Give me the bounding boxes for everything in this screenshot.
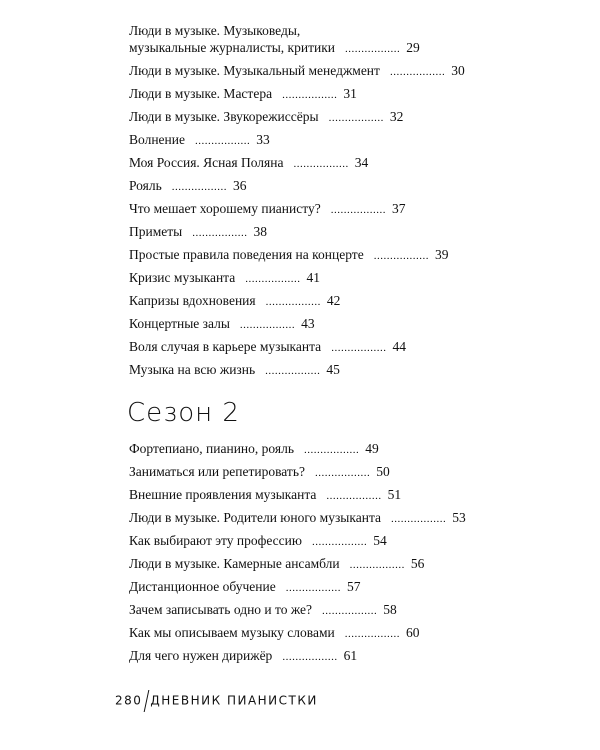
footer-divider — [144, 690, 150, 712]
toc-leader-dots: ................. — [349, 559, 405, 571]
toc-entry-title: Дистанционное обучение — [129, 579, 276, 594]
toc-leader-dots: ................. — [304, 444, 360, 456]
toc-leader-dots: ................. — [285, 582, 341, 594]
toc-page-number: 42 — [326, 293, 341, 308]
toc-entry[interactable] — [129, 247, 448, 264]
page-number: 280 — [115, 693, 143, 708]
toc-entry-title: Концертные залы — [129, 316, 230, 331]
toc-entry[interactable] — [129, 362, 340, 379]
toc-leader-dots: ................. — [245, 273, 301, 285]
toc-entry-title: Как выбирают эту профессию — [129, 533, 302, 548]
book-title: ДНЕВНИК ПИАНИСТКИ — [150, 693, 318, 708]
toc-leader-dots: ................. — [322, 605, 378, 617]
toc-leader-dots: ................. — [171, 181, 228, 193]
toc-page-number: 32 — [389, 109, 404, 124]
toc-page-number: 57 — [346, 579, 361, 594]
toc-page-number: 54 — [373, 533, 387, 548]
toc-page-number: 53 — [452, 510, 466, 525]
toc-entry-title: Воля случая в карьере музыканта — [129, 339, 322, 354]
toc-page-number: 58 — [383, 602, 397, 617]
toc-leader-dots: ................. — [239, 319, 296, 331]
toc-leader-dots: ................. — [344, 628, 400, 640]
toc-entry[interactable] — [129, 579, 360, 596]
toc-page-number: 51 — [387, 487, 402, 502]
toc-leader-dots: ................. — [265, 365, 321, 377]
toc-leader-dots: ................. — [330, 204, 386, 216]
toc-leader-dots: ................. — [373, 250, 429, 262]
toc-entry-line: Люди в музыке. Музыковеды, — [129, 23, 301, 38]
toc-entry-title: Капризы вдохновения — [129, 293, 256, 308]
toc-page-number: 56 — [410, 556, 425, 571]
toc-entry[interactable] — [129, 109, 403, 126]
toc-entry-title: Внешние проявления музыканта — [129, 487, 317, 502]
toc-entry-title: Как мы описываем музыку словами — [129, 625, 335, 640]
toc-page-number: 29 — [406, 40, 420, 55]
toc-entry-title: Кризис музыканта — [129, 270, 236, 285]
toc-entry-title: Зачем записывать одно и то же? — [129, 602, 313, 617]
toc-entry[interactable] — [129, 339, 406, 356]
toc-entry-title: Заниматься или репетировать? — [129, 464, 305, 479]
toc-leader-dots: ................. — [314, 467, 371, 479]
toc-entry-title: Люди в музыке. Родители юного музыканта — [129, 510, 381, 525]
toc-entry[interactable] — [129, 178, 247, 195]
toc-entry-title: Люди в музыке. Музыкальный менеджмент — [129, 63, 380, 78]
toc-entry[interactable] — [129, 487, 401, 504]
toc-entry-title: музыкальные журналисты, критики — [129, 40, 335, 55]
season2-heading: Сезон 2 — [127, 398, 240, 428]
toc-entry[interactable] — [129, 602, 397, 619]
toc-page-number: 31 — [343, 86, 357, 101]
toc-page-number: 30 — [451, 63, 465, 78]
toc-entry[interactable] — [129, 293, 340, 310]
toc-leader-dots: ................. — [326, 490, 382, 502]
toc-leader-dots: ................. — [311, 536, 368, 548]
toc-page-number: 44 — [392, 339, 406, 354]
toc-leader-dots: ................. — [328, 112, 384, 124]
toc-leader-dots: ................. — [345, 43, 401, 55]
toc-page-number: 34 — [354, 155, 369, 170]
toc-entry[interactable] — [129, 155, 368, 172]
toc-page-number: 43 — [301, 316, 315, 331]
toc-entry-title: Люди в музыке. Мастера — [129, 86, 273, 101]
toc-entry[interactable] — [129, 270, 320, 287]
toc-leader-dots: ................. — [293, 158, 349, 170]
toc-entry[interactable] — [129, 648, 357, 665]
toc-entry[interactable] — [129, 625, 419, 642]
toc-leader-dots: ................. — [391, 513, 447, 525]
toc-entry[interactable] — [129, 224, 267, 241]
toc-entry[interactable] — [129, 40, 420, 57]
toc-entry-title: Люди в музыке. Звукорежиссёры — [129, 109, 319, 124]
toc-page-number: 50 — [376, 464, 390, 479]
toc-entry-title: Для чего нужен дирижёр — [129, 648, 273, 663]
toc-entry-title: Рояль — [129, 178, 162, 193]
toc-entry[interactable] — [129, 63, 465, 80]
toc-page-number: 36 — [233, 178, 247, 193]
toc-leader-dots: ................. — [265, 296, 321, 308]
toc-page-number: 37 — [391, 201, 406, 216]
toc-entry[interactable] — [129, 556, 424, 573]
toc-page-number: 33 — [256, 132, 270, 147]
toc-entry[interactable] — [129, 132, 270, 149]
toc-leader-dots: ................. — [192, 227, 248, 239]
page-footer — [115, 690, 318, 712]
toc-leader-dots: ................. — [282, 651, 338, 663]
toc-page-number: 45 — [326, 362, 340, 377]
toc-entry-title: Моя Россия. Ясная Поляна — [129, 155, 284, 170]
toc-entry[interactable] — [129, 510, 466, 527]
toc-entry-title: Волнение — [129, 132, 185, 147]
toc-page-number: 41 — [306, 270, 320, 285]
toc-entry[interactable] — [129, 316, 315, 333]
toc-entry[interactable] — [129, 201, 405, 218]
toc-page-number: 39 — [434, 247, 449, 262]
toc-entry-title: Музыка на всю жизнь — [129, 362, 256, 377]
toc-entry[interactable] — [129, 86, 357, 103]
toc-entry-title: Приметы — [129, 224, 183, 239]
toc-page-number: 61 — [343, 648, 358, 663]
toc-entry-title: Фортепиано, пианино, рояль — [129, 441, 295, 456]
toc-page-number: 60 — [405, 625, 420, 640]
toc-leader-dots: ................. — [331, 342, 387, 354]
toc-entry[interactable] — [129, 533, 387, 550]
toc-entry-title: Простые правила поведения на концерте — [129, 247, 364, 262]
toc-page-number: 38 — [253, 224, 267, 239]
toc-leader-dots: ................. — [282, 89, 338, 101]
toc-entry-title: Что мешает хорошему пианисту? — [129, 201, 321, 216]
toc-page-number: 49 — [365, 441, 379, 456]
toc-entry[interactable] — [129, 441, 379, 458]
toc-leader-dots: ................. — [389, 66, 446, 78]
toc-leader-dots: ................. — [194, 135, 251, 147]
toc-entry[interactable] — [129, 464, 390, 481]
toc-entry-title: Люди в музыке. Камерные ансамбли — [129, 556, 340, 571]
